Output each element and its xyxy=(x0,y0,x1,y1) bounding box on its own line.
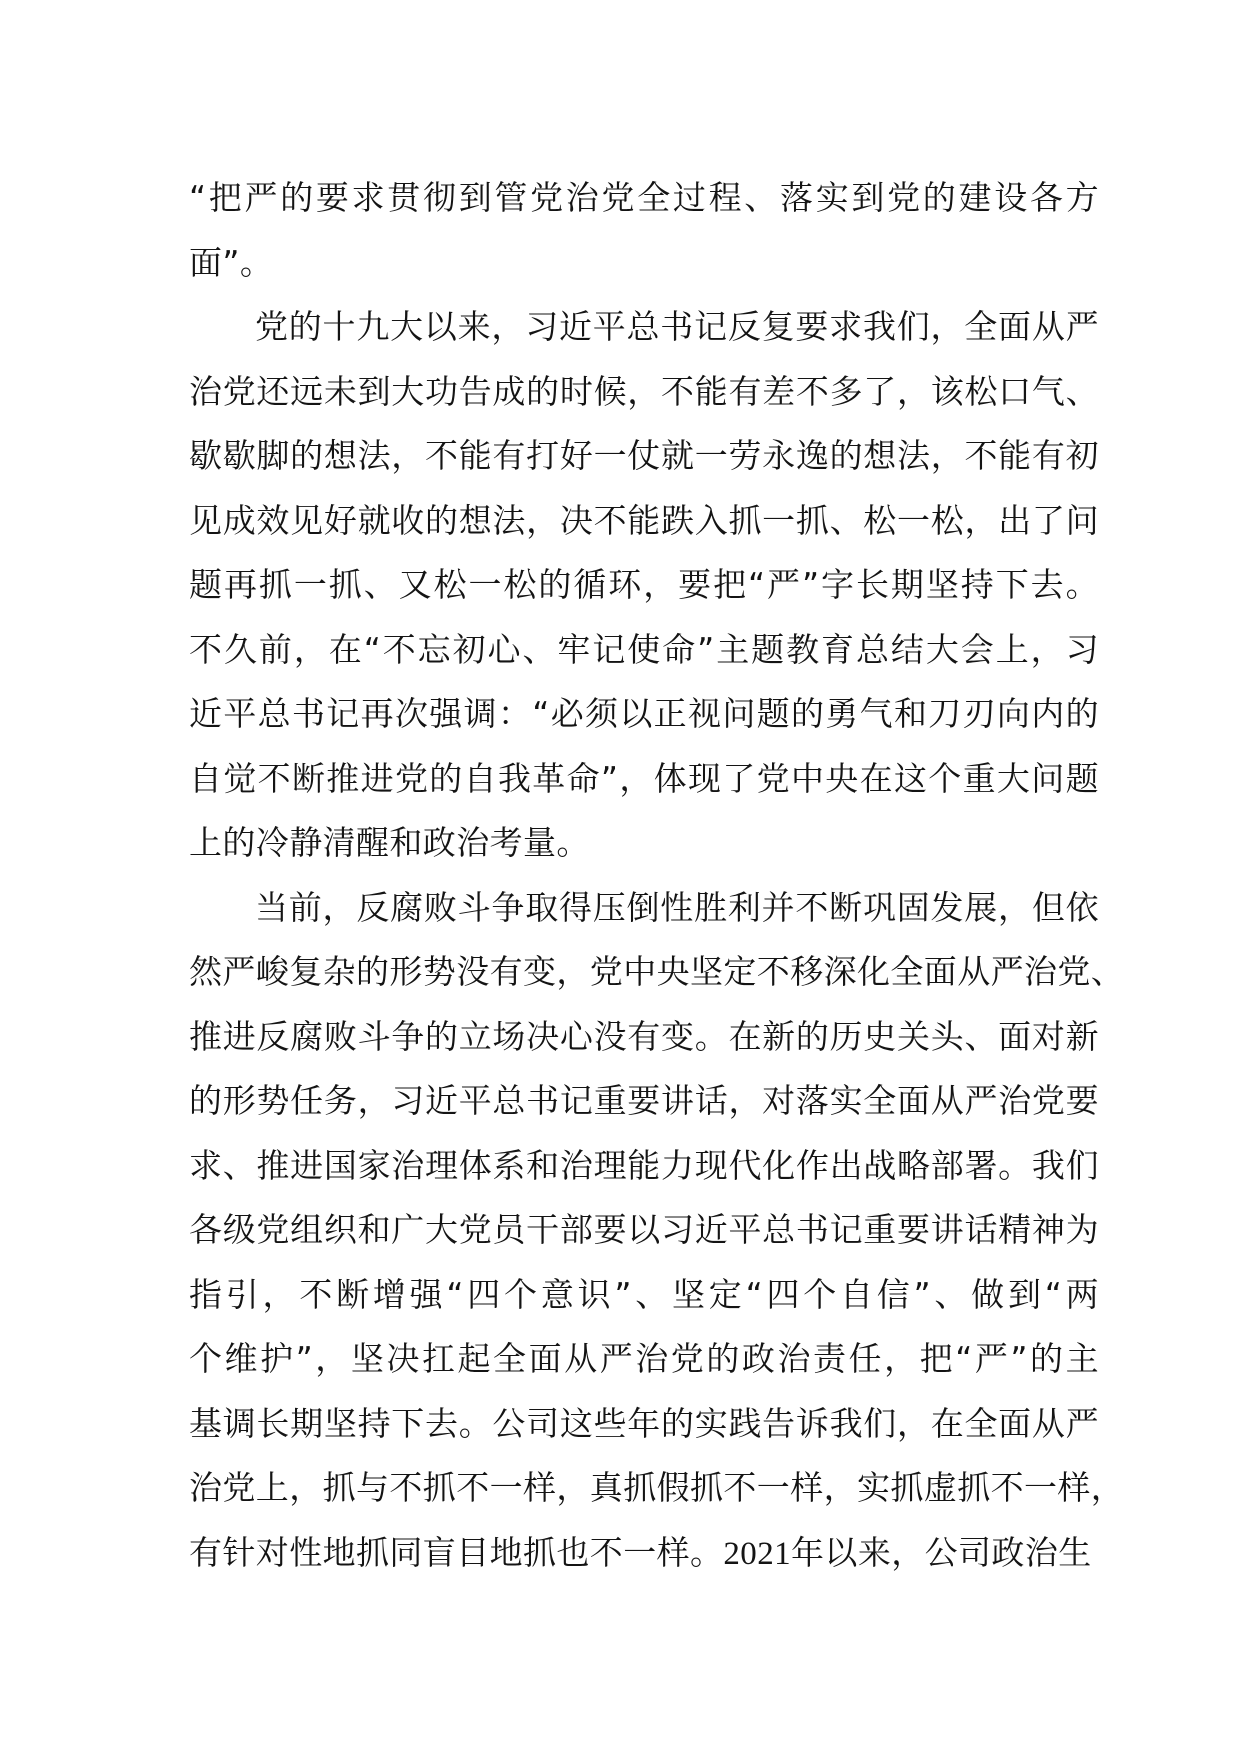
text-line: 不久前，在“不忘初心、牢记使命”主题教育总结大会上，习 xyxy=(189,629,1099,669)
text-line: 见成效见好就收的想法，决不能跌入抓一抓、松一松，出了问 xyxy=(189,500,1099,540)
year-number: 2021 xyxy=(723,1535,792,1572)
text-line: 歇歇脚的想法，不能有打好一仗就一劳永逸的想法，不能有初 xyxy=(189,436,1099,475)
paragraph-start-line: 当前，反腐败斗争取得压倒性胜利并不断巩固发展，但依 xyxy=(255,887,1099,927)
text-line: 自觉不断推进党的自我革命”，体现了党中央在这个重大问题 xyxy=(189,758,1099,798)
text-line: 治党还远未到大功告成的时候，不能有差不多了，该松口气、 xyxy=(189,371,1099,411)
text-line: 面”。 xyxy=(189,242,274,282)
text-line: 上的冷静清醒和政治考量。 xyxy=(189,823,590,862)
text-line: 的形势任务，习近平总书记重要讲话，对落实全面从严治党要 xyxy=(189,1081,1099,1120)
text-line: 然严峻复杂的形势没有变，党中央坚定不移深化全面从严治党、 xyxy=(189,952,1125,991)
text-line: 个维护”，坚决扛起全面从严治党的政治责任，把“严”的主 xyxy=(189,1339,1099,1378)
text-line: 各级党组织和广大党员干部要以习近平总书记重要讲话精神为 xyxy=(189,1210,1099,1249)
text-segment: 有针对性地抓同盲目地抓也不一样。 xyxy=(189,1532,724,1572)
text-line: 指引，不断增强“四个意识”、坚定“四个自信”、做到“两 xyxy=(189,1274,1099,1314)
text-line: 推进反腐败斗争的立场决心没有变。在新的历史关头、面对新 xyxy=(189,1016,1099,1056)
text-line: 题再抓一抓、又松一松的循环，要把“严”字长期坚持下去。 xyxy=(189,565,1099,604)
text-line: “把严的要求贯彻到管党治党全过程、落实到党的建设各方 xyxy=(189,178,1099,217)
text-segment: 年以来，公司政治生 xyxy=(791,1532,1092,1572)
text-line: 求、推进国家治理体系和治理能力现代化作出战略部署。我们 xyxy=(189,1145,1099,1185)
text-line-last xyxy=(189,1521,1099,1586)
text-line: 近平总书记再次强调：“必须以正视问题的勇气和刀刃向内的 xyxy=(189,694,1099,733)
paragraph-start-line: 党的十九大以来，习近平总书记反复要求我们，全面从严 xyxy=(255,307,1099,346)
text-line: 治党上，抓与不抓不一样，真抓假抓不一样，实抓虚抓不一样， xyxy=(189,1468,1125,1507)
body-text xyxy=(189,166,1125,1585)
text-line: 基调长期坚持下去。公司这些年的实践告诉我们，在全面从严 xyxy=(189,1403,1099,1443)
